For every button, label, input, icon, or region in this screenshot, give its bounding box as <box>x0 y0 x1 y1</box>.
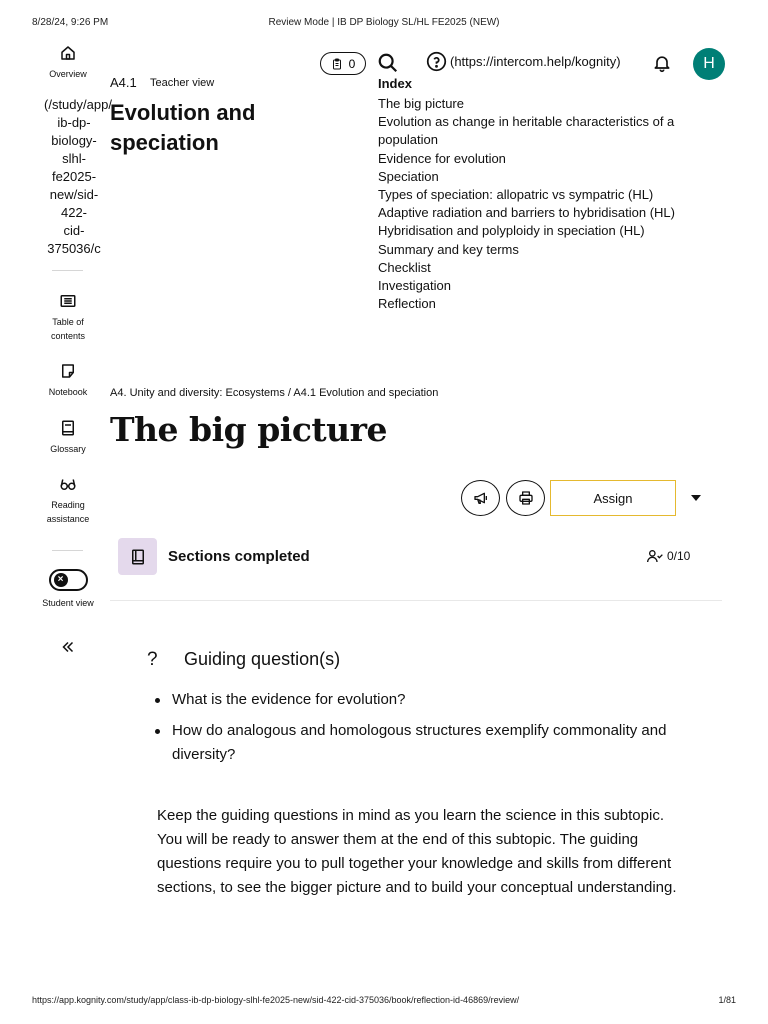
index-item[interactable]: Hybridisation and polyploidy in speciation (HL) <box>378 223 645 239</box>
index-item[interactable]: Types of speciation: allopatric vs sympatric (HL) <box>378 187 654 203</box>
collapse-icon <box>59 638 77 656</box>
sidebar-item-label: Glossary <box>50 444 86 454</box>
student-view-label: Student view <box>42 598 94 608</box>
bell-icon <box>652 53 672 73</box>
printer-icon <box>518 490 534 506</box>
sidebar-item-label: Overview <box>49 69 87 79</box>
sections-completed-title: Sections completed <box>168 548 310 565</box>
sidebar-item-label: Table of contents <box>50 317 86 341</box>
print-url: https://app.kognity.com/study/app/class-ib-dp-biology-slhl-fe2025-new/sid-422-cid-375036/book/reflection-id-46869/review/ <box>32 995 520 1005</box>
print-page-number: 1/81 <box>718 995 736 1005</box>
search-icon <box>377 52 399 74</box>
sidebar-item-glossary[interactable] <box>36 419 100 456</box>
notebook-icon <box>59 362 77 380</box>
help-link-text: (https://intercom.help/kognity) <box>450 54 621 69</box>
student-view-toggle[interactable] <box>36 569 100 610</box>
collapse-sidebar-button[interactable] <box>36 638 100 656</box>
user-check-icon <box>646 548 664 564</box>
breadcrumb[interactable]: A4. Unity and diversity: Ecosystems / A4.1 Evolution and speciation <box>110 387 439 399</box>
sections-completed-count[interactable] <box>646 548 690 564</box>
help-link[interactable] <box>426 51 621 72</box>
close-icon: × <box>54 573 68 587</box>
sidebar-item-label: Reading assistance <box>46 500 90 524</box>
index-heading: Index <box>378 76 412 91</box>
toggle-switch[interactable] <box>49 569 88 591</box>
home-icon <box>59 44 77 62</box>
index-item[interactable]: Adaptive radiation and barriers to hybridisation (HL) <box>378 205 675 221</box>
sidebar-item-label: Notebook <box>48 387 88 397</box>
guiding-question-item: What is the evidence for evolution? <box>154 688 694 712</box>
sidebar-item-notebook[interactable] <box>36 362 100 399</box>
assign-options-button[interactable] <box>688 490 704 506</box>
announce-button[interactable] <box>461 480 500 516</box>
overview-path-text: (/study/app/ ib-dp- biology- slhl- fe2025- new/sid- 422- cid- 375036/c <box>44 97 112 256</box>
section-code: A4.1 <box>110 75 137 90</box>
guiding-questions-title: Guiding question(s) <box>184 649 341 669</box>
clipboard-icon <box>331 57 343 71</box>
sidebar-item-reading-assistance[interactable] <box>36 475 100 526</box>
question-mark-icon: ? <box>147 649 158 670</box>
sidebar-divider <box>52 550 83 551</box>
print-document-title: Review Mode | IB DP Biology SL/HL FE2025 (NEW) <box>268 17 500 28</box>
sections-count-text: 0/10 <box>667 549 691 563</box>
unit-title: Evolution and speciation <box>110 100 256 155</box>
caret-down-icon <box>691 495 701 502</box>
glossary-icon <box>59 419 77 437</box>
megaphone-icon <box>473 490 489 506</box>
index-item[interactable]: Investigation <box>378 278 451 294</box>
sections-icon-box <box>118 538 157 575</box>
sidebar-item-table-of-contents[interactable] <box>36 292 100 343</box>
index-item[interactable]: The big picture <box>378 96 464 111</box>
help-icon <box>426 51 447 72</box>
section-divider <box>110 600 722 601</box>
print-button[interactable] <box>506 480 545 516</box>
index-item[interactable]: Summary and key terms <box>378 241 519 257</box>
guiding-questions-list <box>154 688 694 774</box>
tasks-badge-button[interactable] <box>320 52 366 75</box>
index-item[interactable]: Evolution as change in heritable characteristics of a population <box>378 114 675 148</box>
section-index <box>378 75 708 313</box>
notifications-button[interactable] <box>650 51 674 75</box>
page-title: The big picture <box>110 410 388 449</box>
guiding-question-item: How do analogous and homologous structures exemplify commonality and diversity? <box>154 719 694 767</box>
search-button[interactable] <box>375 50 401 76</box>
index-item[interactable]: Reflection <box>378 296 436 312</box>
avatar[interactable]: H <box>693 48 725 80</box>
assign-button[interactable]: Assign <box>550 480 676 516</box>
index-item[interactable]: Evidence for evolution <box>378 150 506 166</box>
teacher-view-label: Teacher view <box>150 77 215 89</box>
print-datetime: 8/28/24, 9:26 PM <box>32 17 109 28</box>
glasses-icon <box>59 475 77 493</box>
intro-paragraph: Keep the guiding questions in mind as you learn the science in this subtopic. You will be ready to answer them at the end of this subtopic. The guiding questions require you to pull together your knowledge and skills from different sections, to see the bigger picture and to build your conceptual understanding. <box>157 807 677 896</box>
book-icon <box>129 548 147 566</box>
index-item[interactable]: Speciation <box>378 168 439 184</box>
index-item[interactable]: Checklist <box>378 259 431 275</box>
sidebar-item-overview[interactable] <box>36 44 100 81</box>
table-icon <box>59 292 77 310</box>
badge-count: 0 <box>348 56 356 71</box>
sidebar-divider <box>52 270 83 271</box>
